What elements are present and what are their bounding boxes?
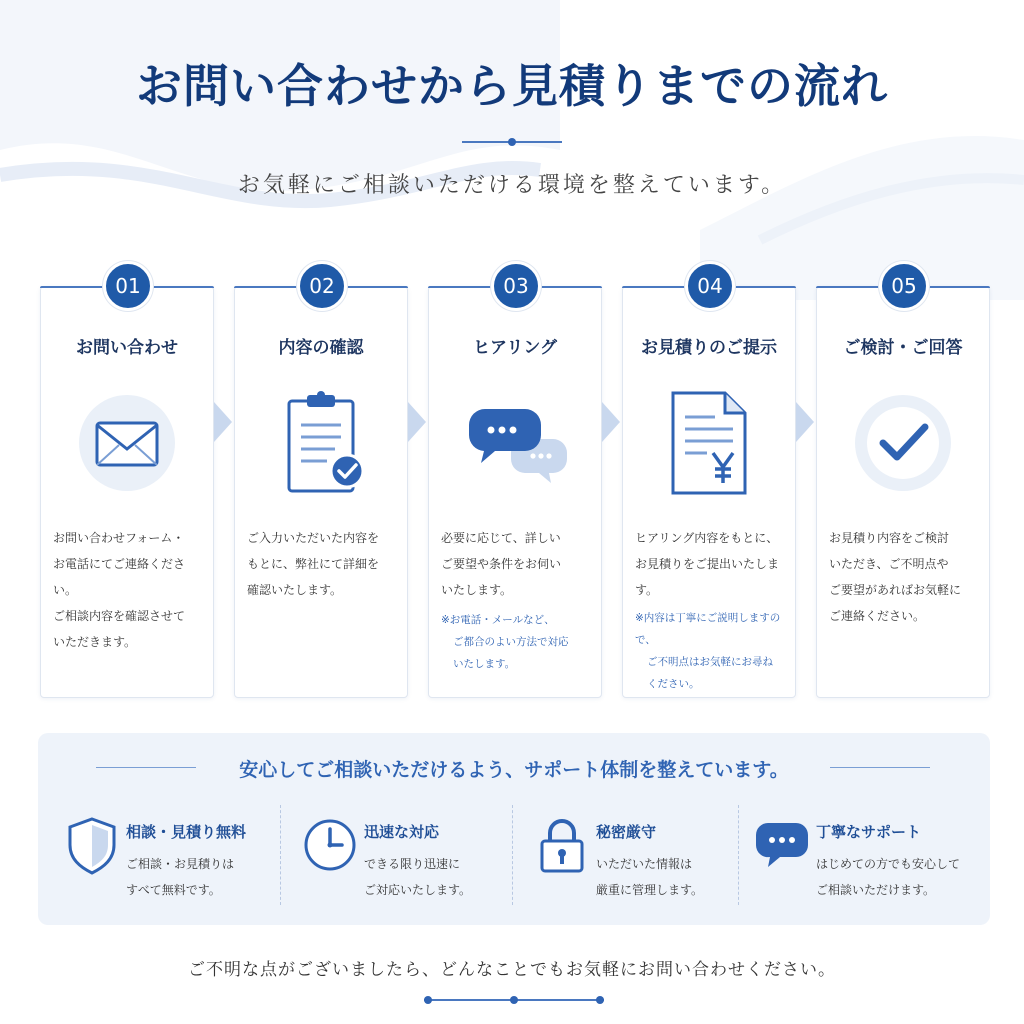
step-arrow-icon <box>212 400 234 444</box>
page-title: お問い合わせから見積りまでの流れ <box>136 59 888 113</box>
heading-line-right <box>830 767 930 768</box>
step-title: 内容の確認 <box>278 338 364 358</box>
step-title: お問い合わせ <box>76 338 178 358</box>
step-number-badge: 02 <box>297 261 347 311</box>
step-arrow-icon <box>794 400 816 444</box>
footer-message: ご不明な点がございましたら、どんなことでもお気軽にお問い合わせください。 <box>188 960 836 980</box>
feature-description: できる限り迅速に ご対応いたします。 <box>364 857 472 897</box>
step-title: ヒアリング <box>473 338 557 358</box>
step-note: ※内容は丁寧にご説明しますので、 ご不明点はお気軽にお尋ね ください。 <box>635 612 781 690</box>
feature-title: 相談・見積り無料 <box>126 823 247 841</box>
chat-bubbles-icon <box>463 387 567 497</box>
yen-document-icon <box>657 387 761 497</box>
feature-title: 迅速な対応 <box>364 823 440 841</box>
support-panel <box>38 733 990 925</box>
step-title: ご検討・ご回答 <box>843 338 963 358</box>
step-description: お見積り内容をご検討 いただき、ご不明点や ご要望があればお気軽に ご連絡ください。 <box>829 531 962 623</box>
feature-description: はじめての方でも安心して ご相談いただけます。 <box>816 857 961 897</box>
step-description: ご入力いただいた内容を もとに、弊社にて詳細を 確認いたします。 <box>247 531 380 597</box>
feature-careful-support <box>728 815 961 897</box>
feature-description: ご相談・お見積りは すべて無料です。 <box>126 857 235 897</box>
feature-title: 秘密厳守 <box>596 823 657 841</box>
step-description: ヒアリング内容をもとに、 お見積りをご提出いたします。 <box>635 531 780 597</box>
step-card-4 <box>622 274 796 698</box>
feature-description: いただいた情報は 厳重に管理します。 <box>596 857 704 897</box>
step-card-1 <box>40 274 214 698</box>
step-number-badge: 01 <box>103 261 153 311</box>
footer-divider <box>424 996 604 1004</box>
step-number-badge: 04 <box>685 261 735 311</box>
feature-confidentiality <box>508 815 738 895</box>
envelope-icon <box>75 387 179 497</box>
step-card-2 <box>234 274 408 698</box>
page-subtitle: お気軽にご相談いただける環境を整えています。 <box>237 173 787 198</box>
chat-icon <box>754 815 810 875</box>
step-note: ※お電話・メールなど、 ご都合のよい方法で対応 いたします。 <box>441 614 569 670</box>
feature-free-consultation <box>38 815 268 895</box>
title-divider <box>462 138 562 146</box>
step-number-badge: 05 <box>879 261 929 311</box>
step-card-3 <box>428 274 602 698</box>
shield-icon <box>64 815 120 875</box>
step-title: お見積りのご提示 <box>641 338 777 358</box>
clipboard-check-icon <box>269 387 373 497</box>
step-card-5 <box>816 274 990 698</box>
step-description: 必要に応じて、詳しい ご要望や条件をお伺い いたします。 <box>441 531 562 597</box>
background-wave <box>0 0 1024 300</box>
clock-icon <box>302 815 358 875</box>
step-arrow-icon <box>600 400 622 444</box>
feature-quick-response <box>276 815 506 895</box>
lock-icon <box>534 815 590 875</box>
checkmark-icon <box>851 387 955 497</box>
step-description: お問い合わせフォーム・ お電話にてご連絡ください。 ご相談内容を確認させて いただきます。 <box>53 531 186 649</box>
feature-title: 丁寧なサポート <box>816 823 922 841</box>
step-arrow-icon <box>406 400 428 444</box>
step-number-badge: 03 <box>491 261 541 311</box>
support-heading: 安心してご相談いただけるよう、サポート体制を整えています。 <box>239 759 789 781</box>
